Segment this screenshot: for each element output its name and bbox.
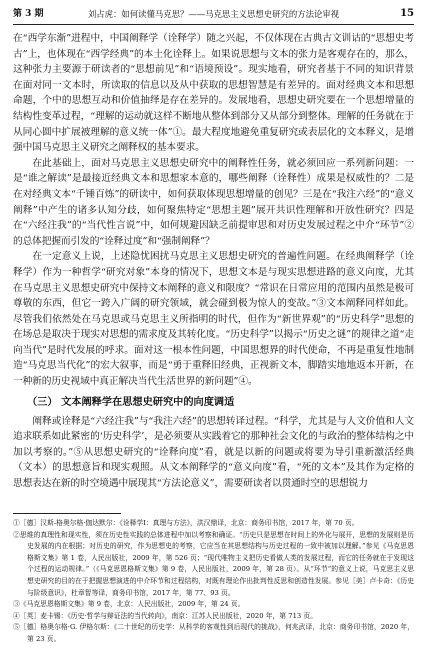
paragraph: 阐释或诠释是“六经注我”与“我注六经”的思想转译过程。“科学，尤其是与人文价值和人文追求联系如此紧密的‘历史科学’，是必须要从实践着它的那种社会文化的与政治的整体结构之中加以考察的。”⑤从思想史研究的“诠释向度”看，就是以新的问题或将要为导引重新激活经典（文本）的思想意旨和现实观照。从文本阐释学的“意义向度”看，“死的文本”及其作为定格的思想表达在新的时空境遇中展现其“方法论意义”，需要研读者以贯通时空的思想锐力 — [13, 415, 414, 490]
footnotes — [13, 518, 414, 646]
page-number: 15 — [400, 8, 414, 19]
section-heading: （三） 文本阐释学在思想史研究中的向度调适 — [27, 395, 235, 408]
body-text — [13, 31, 414, 492]
issue-label: 第 3 期 — [13, 9, 44, 19]
running-title: 刘占虎：如何读懂马克思？——马克思主义思想史研究的方法论审视 — [87, 9, 340, 19]
footnote-rule — [13, 513, 121, 514]
paragraph: 在一定意义上说，上述隐忧困扰马克思主义思想史研究的普遍性问题。在经典阐释学（诠释学）作为一种哲学“研究对象”本身的情况下，思想文本是与现实思想进路的意义向度，尤其在马克思主义思想史研究中保持文本阐释的意义和限度？“常识在日常应用的范围内虽然是极可尊敬的东西，但它一跨入广阔的研究领域，就会碰到极为惊人的变故。”③文本阐释同样如此。尽管我们依然处在马克思或马克思主义所指明的时代，但作为“新世界观”的“历史科学”思想的在场总是取决于现实对思想的需求度及其转化度。“历史科学”以揭示“历史之谜”的规律之道“走向当代”是时代发展的呼求。面对这一根本性问题，中国思想界的时代使命，不再是重复性地制造“马克思当代化”的宏大叙事，而是“勇于重释旧经典，正视新文本，脚踏实地地返本开新，在一种新的历史视域中真正解决当代生活世界的新问题”④。 — [13, 251, 414, 388]
paragraph: 在此基础上，面对马克思主义思想史研究中的阐释性任务，就必须回应一系列新问题：一是“谁之解读”是最接近经典文本和思想家本意的，哪些阐释（诠释性）成果是权威性的？二是在对经典文本“千锤百炼”的研读中，如何获取体现思想增量的创见？三是在“我注六经”的“意义阐释”中产生的诸多认知分歧，如何聚焦特定“思想主题”展开共识性理解和开放性研究？四是在“六经注我”的“当代性言说”中，如何规避因缺乏前提审思和对历史发展过程之中介“环节”②的总体把握而引发的“诠释过度”和“强制阐释”？ — [13, 157, 414, 247]
running-header — [13, 6, 414, 22]
footnote: ④［英］麦卡锡：《历史·哲学与辩证法的当代转向》，南京：江苏人民出版社，2020 年，第 713 页。 — [13, 611, 317, 620]
footnote: ①［德］汉斯-格奥尔格·伽达默尔：《诠释学Ⅰ：真理与方法》，洪汉鼎译，北京：商务印书馆，2017 年，第 70 页。 — [13, 519, 359, 527]
paragraph: 在“西学东渐”进程中，中国阐释学（诠释学）随之兴起，不仅体现在古典古文训诂的“思想史考古”上，也体现在“西学经典”的本土化诠释上。如果说思想与文本的张力是客观存在的，那么，这种张力主要源于研读者的“思想前见”和“语境预设”。现实地看，研究者基于不同的知识背景在面对同一文本时，所读取的信息以及从中获取的思想智慧是有差异的。面对经典文本和思想命题，个中的思想互动和价值抽绎是存在差异的。发展地看，思想史研究要在一个思想增量的结构性变革过程，“理解的运动就这样不断地从整体到部分又从部分到整体。理解的任务就在于从同心圆中扩展被理解的意义统一体”①。最大程度地避免重复研究或表层化的文本释义，是增强中国马克思主义研究之阐释权的基本要求。 — [13, 33, 414, 154]
footnote: ③《马克思恩格斯文集》第 9 卷，北京：人民出版社，2009 年，第 24 页。 — [13, 600, 245, 609]
footnote: ②思维的真理性和现实性，须在历史性实践的总体进程中加以考察和确证。“历史只是思想在时间上的外化与展开，思想的发展则是历史发展的内在根据；对历史的研究，作为思想史的考察，它应当在其思想结构与历史过程的一致中被加以理解。”参见《马克思恩格斯文集》第 1 卷，人民出版社，2009 年，第 526 页；“现代唯物主义把历史看做人类的发展过程，而它的任务就在于发现这个过程的运动规律。”（《马克思恩格斯文集》第 9 卷，人民出版社，2009 年，第 28 页）。从“环节”的意义上说，马克思主义思想史研究的目的在于把握思想演进的中介环节和过程结构，对既有理论作出批判性反思和创造性发展。参见［美］卢卡奇：《历史与阶级意识》，杜章智等译，商务印书馆，2017 年，第 77、93 页。 — [13, 530, 414, 597]
footnote: ⑤［德］格奥尔格·G. 伊格尔斯：《二十世纪的历史学：从科学的客观性到后现代的挑战》，何兆武译，北京：商务印书馆，2020 年，第 23 页。 — [13, 623, 414, 643]
header-rule — [13, 24, 414, 25]
